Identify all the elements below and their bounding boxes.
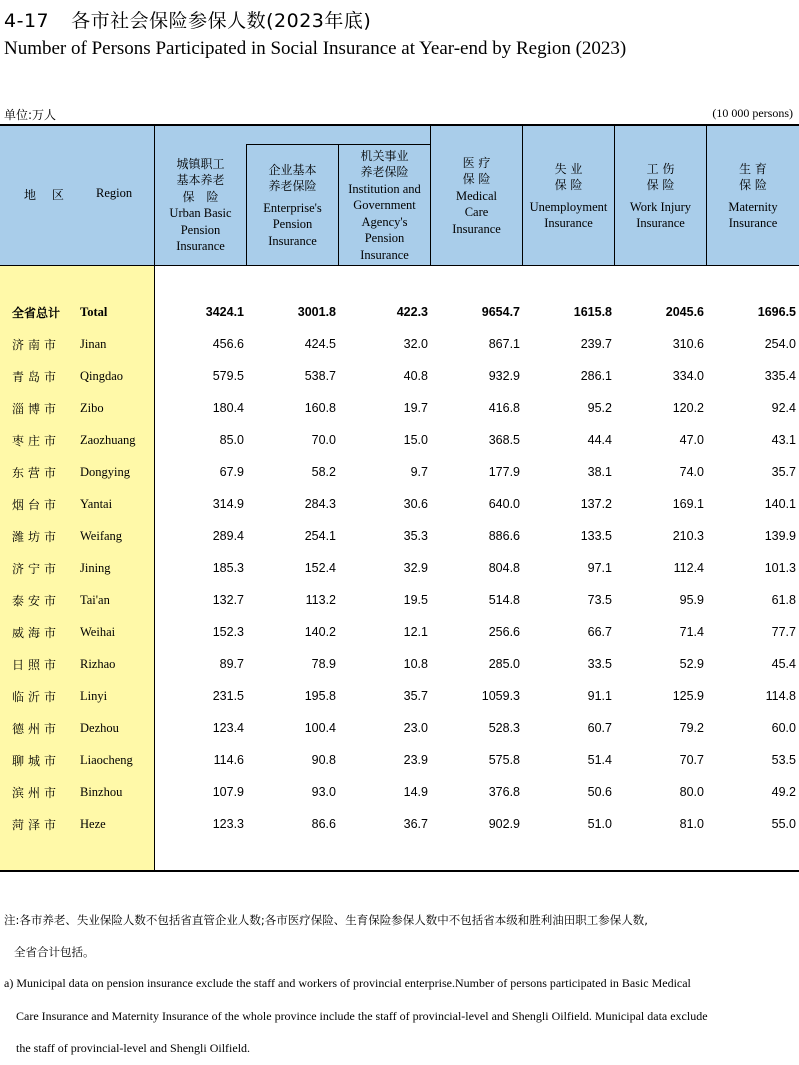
region-name-cn: 潍坊市	[12, 530, 61, 544]
table-cell: 14.9	[403, 785, 428, 799]
table-cell: 53.5	[771, 753, 796, 767]
header-unemployment-cn1: 失 业	[554, 161, 583, 176]
table-row	[0, 488, 799, 520]
table-cell: 254.1	[304, 529, 336, 543]
table-cell: 2045.6	[665, 305, 704, 319]
header-urban-pension	[155, 144, 246, 266]
table-cell: 71.4	[679, 625, 704, 639]
table-cell: 52.9	[679, 657, 704, 671]
header-enterprise-cn2: 养老保险	[268, 179, 317, 194]
region-name-cn: 滨州市	[12, 786, 61, 800]
region-name-en: Linyi	[80, 689, 108, 703]
table-cell: 67.9	[219, 465, 244, 479]
region-name-cn: 聊城市	[12, 754, 61, 768]
table-cell: 40.8	[403, 369, 428, 383]
header-urban-cn3: 保 险	[182, 189, 219, 204]
header-unemployment	[523, 126, 614, 266]
note-en-line1: a) Municipal data on pension insurance exclude the staff and workers of provincial enterprise.Number of persons participated in Basic Medical	[4, 976, 691, 990]
header-urban-cn2: 基本养老	[176, 173, 225, 187]
table-cell: 78.9	[311, 657, 336, 671]
table-cell: 43.1	[771, 433, 796, 447]
table-cell: 239.7	[580, 337, 612, 351]
table-cell: 169.1	[672, 497, 704, 511]
table-cell: 254.0	[764, 337, 796, 351]
region-name-en: Jinan	[80, 337, 107, 351]
region-name-en: Jining	[80, 561, 111, 575]
table-cell: 51.4	[587, 753, 612, 767]
table-cell: 123.3	[212, 817, 244, 831]
table-row	[0, 680, 799, 712]
table-row	[0, 456, 799, 488]
table-number: 4-17	[4, 10, 50, 32]
header-urban-en3: Insurance	[176, 239, 225, 253]
table-cell: 90.8	[311, 753, 336, 767]
table-cell: 210.3	[672, 529, 704, 543]
table-row	[0, 616, 799, 648]
table-cell: 95.9	[679, 593, 704, 607]
table-row	[0, 392, 799, 424]
table-cell: 137.2	[580, 497, 612, 511]
table-bottom-rule	[0, 870, 799, 872]
table-cell: 100.4	[304, 721, 336, 735]
table-cell: 376.8	[488, 785, 520, 799]
table-row	[0, 776, 799, 808]
header-medical-cn1: 医 疗	[462, 155, 491, 170]
note-en-line3: the staff of provincial-level and Shengli Oilfield.	[16, 1041, 251, 1055]
table-cell: 15.0	[403, 433, 428, 447]
region-header-en: Region	[96, 186, 133, 200]
table-cell: 101.3	[764, 561, 796, 575]
header-institution-en2: Government	[353, 198, 416, 213]
table-cell: 368.5	[488, 433, 520, 447]
table-cell: 81.0	[679, 817, 704, 831]
header-work-injury	[615, 126, 706, 266]
table-cell: 177.9	[488, 465, 520, 479]
table-cell: 112.4	[673, 561, 704, 575]
table-cell: 120.2	[672, 401, 704, 415]
table-cell: 285.0	[488, 657, 520, 671]
table-cell: 10.8	[403, 657, 428, 671]
table-cell: 49.2	[771, 785, 796, 799]
header-injury-cn1: 工 伤	[646, 161, 675, 176]
table-cell: 80.0	[679, 785, 704, 799]
header-urban-en2: Pension	[180, 222, 221, 237]
table-cell: 95.2	[587, 401, 612, 415]
region-name-en: Qingdao	[80, 369, 124, 383]
table-cell: 113.2	[305, 593, 336, 607]
table-title-en: Number of Persons Participated in Social Insurance at Year-end by Region (2023)	[4, 38, 627, 59]
table-cell: 1059.3	[481, 689, 520, 703]
region-name-en: Total	[80, 305, 108, 319]
region-name-cn: 日照市	[12, 658, 61, 672]
table-cell: 335.4	[764, 369, 796, 383]
header-injury-cn2: 保 险	[646, 178, 675, 192]
header-enterprise-en1: Enterprise's	[263, 200, 322, 215]
table-cell: 125.9	[672, 689, 704, 703]
table-cell: 289.4	[212, 529, 244, 543]
table-cell: 9.7	[410, 465, 428, 479]
region-name-cn: 临沂市	[12, 690, 61, 704]
table-cell: 334.0	[672, 369, 704, 383]
table-cell: 160.8	[304, 401, 336, 415]
table-cell: 32.9	[403, 561, 428, 575]
table-cell: 19.5	[403, 593, 428, 607]
table-cell: 133.5	[580, 529, 612, 543]
table-row	[0, 744, 799, 776]
table-cell: 35.7	[403, 689, 428, 703]
note-cn-line2: 全省合计包括。	[14, 945, 95, 959]
header-medical-en1: Medical	[456, 188, 497, 203]
table-cell: 70.0	[311, 433, 336, 447]
region-name-en: Heze	[80, 817, 106, 831]
header-maternity-cn2: 保 险	[739, 178, 767, 192]
header-maternity-en2: Insurance	[728, 216, 778, 230]
header-unemployment-en2: Insurance	[544, 216, 593, 230]
table-cell: 310.6	[672, 337, 704, 351]
table-cell: 152.3	[212, 625, 244, 639]
table-cell: 44.4	[587, 433, 612, 447]
table-row	[0, 520, 799, 552]
table-cell: 528.3	[488, 721, 520, 735]
header-institution-cn2: 养老保险	[360, 165, 409, 180]
table-cell: 139.9	[764, 529, 796, 543]
table-cell: 60.0	[771, 721, 796, 735]
table-cell: 231.5	[212, 689, 244, 703]
header-institution-en4: Pension	[364, 231, 405, 246]
table-cell: 35.3	[403, 529, 428, 543]
header-maternity	[707, 126, 799, 266]
region-name-en: Weifang	[80, 529, 123, 543]
table-cell: 36.7	[403, 817, 428, 831]
table-cell: 579.5	[212, 369, 244, 383]
table-title-cn	[4, 6, 371, 33]
region-name-en: Rizhao	[80, 657, 116, 671]
header-unemployment-cn2: 保 险	[554, 178, 583, 192]
table-cell: 114.6	[213, 753, 244, 767]
header-injury-en1: Work Injury	[629, 199, 692, 214]
table-cell: 416.8	[488, 401, 520, 415]
region-name-en: Weihai	[80, 625, 116, 639]
header-urban-en1: Urban Basic	[169, 206, 232, 220]
region-name-en: Zaozhuang	[80, 433, 136, 447]
table-cell: 314.9	[212, 497, 244, 511]
table-cell: 60.7	[587, 721, 612, 735]
table-row	[0, 552, 799, 584]
table-cell: 3001.8	[297, 305, 336, 319]
table-cell: 422.3	[396, 305, 428, 319]
table-cell: 19.7	[403, 401, 428, 415]
table-row	[0, 808, 799, 840]
table-cell: 140.1	[764, 497, 796, 511]
region-name-en: Dongying	[80, 465, 130, 479]
unit-label-cn: 单位:万人	[4, 108, 57, 122]
header-enterprise-pension	[247, 145, 338, 266]
note-cn-line1: 注:各市养老、失业保险人数不包括省直管企业人数;各市医疗保险、生育保险参保人数中不包括省本级和胜利油田职工参保人数,	[4, 913, 648, 927]
table-cell: 23.9	[403, 753, 428, 767]
table-row	[0, 712, 799, 744]
table-cell: 45.4	[771, 657, 796, 671]
header-medical-en3: Insurance	[452, 221, 501, 236]
header-medical	[431, 126, 522, 266]
table-row-total	[0, 296, 799, 328]
table-row	[0, 648, 799, 680]
region-name-cn: 全省总计	[12, 306, 61, 320]
header-institution-en3: Agency's	[361, 214, 408, 229]
header-institution-en5: Insurance	[360, 247, 409, 262]
table-cell: 132.7	[212, 593, 244, 607]
table-cell: 107.9	[212, 785, 244, 799]
table-row	[0, 424, 799, 456]
header-enterprise-en3: Insurance	[268, 233, 317, 248]
table-cell: 185.3	[212, 561, 244, 575]
header-enterprise-en2: Pension	[272, 217, 313, 232]
header-unemployment-en1: Unemployment	[529, 199, 608, 214]
table-cell: 902.9	[488, 817, 520, 831]
header-medical-en2: Care	[464, 205, 489, 220]
table-cell: 70.7	[679, 753, 704, 767]
table-cell: 35.7	[771, 465, 796, 479]
table-cell: 23.0	[403, 721, 428, 735]
header-enterprise-cn1: 企业基本	[268, 162, 317, 177]
table-cell: 195.8	[304, 689, 336, 703]
table-cell: 286.1	[580, 369, 612, 383]
table-cell: 1615.8	[573, 305, 612, 319]
table-cell: 456.6	[212, 337, 244, 351]
table-cell: 538.7	[304, 369, 336, 383]
table-cell: 79.2	[679, 721, 704, 735]
table-cell: 804.8	[488, 561, 520, 575]
table-cell: 85.0	[219, 433, 244, 447]
table-cell: 92.4	[771, 401, 796, 415]
header-medical-cn2: 保 险	[462, 172, 491, 187]
region-name-en: Binzhou	[80, 785, 123, 799]
region-name-en: Liaocheng	[80, 753, 133, 767]
table-cell: 640.0	[488, 497, 520, 511]
table-cell: 32.0	[403, 337, 428, 351]
table-cell: 30.6	[403, 497, 428, 511]
table-cell: 89.7	[219, 657, 244, 671]
header-injury-en2: Insurance	[636, 216, 685, 230]
note-en-line2: Care Insurance and Maternity Insurance of the whole province include the staff of provincial-level and Shengli Oilfield. Municipal data exclude	[16, 1009, 708, 1023]
table-cell: 575.8	[488, 753, 520, 767]
table-cell: 256.6	[488, 625, 520, 639]
table-cell: 932.9	[488, 369, 520, 383]
table-cell: 74.0	[679, 465, 704, 479]
table-cell: 61.8	[771, 593, 796, 607]
table-cell: 50.6	[587, 785, 612, 799]
table-cell: 47.0	[679, 433, 704, 447]
table-cell: 51.0	[587, 817, 612, 831]
region-name-cn: 烟台市	[12, 498, 61, 512]
header-institution-en1: Institution and	[348, 181, 421, 196]
table-cell: 123.4	[212, 721, 244, 735]
region-name-cn: 淄博市	[12, 402, 61, 416]
table-cell: 1696.5	[757, 305, 796, 319]
table-cell: 86.6	[311, 817, 336, 831]
table-cell: 91.1	[587, 689, 612, 703]
table-cell: 514.8	[488, 593, 520, 607]
header-maternity-cn1: 生 育	[739, 161, 767, 176]
region-name-en: Tai'an	[80, 593, 110, 607]
region-name-cn: 济宁市	[12, 562, 61, 576]
region-name-cn: 青岛市	[12, 370, 61, 384]
table-cell: 152.4	[304, 561, 336, 575]
table-cell: 3424.1	[205, 305, 244, 319]
region-name-en: Yantai	[80, 497, 113, 511]
region-name-cn: 菏泽市	[12, 818, 61, 832]
region-name-cn: 东营市	[12, 466, 61, 480]
table-cell: 93.0	[311, 785, 336, 799]
table-cell: 33.5	[587, 657, 612, 671]
region-name-cn: 德州市	[12, 722, 61, 736]
table-cell: 424.5	[304, 337, 336, 351]
header-maternity-en1: Maternity	[728, 199, 778, 214]
table-row	[0, 584, 799, 616]
region-name-cn: 威海市	[12, 626, 61, 640]
table-row	[0, 328, 799, 360]
table-cell: 9654.7	[481, 305, 520, 319]
table-cell: 114.8	[765, 689, 796, 703]
header-institution-pension	[339, 145, 430, 266]
table-cell: 73.5	[587, 593, 612, 607]
region-name-cn: 枣庄市	[12, 434, 61, 448]
table-cell: 180.4	[212, 401, 244, 415]
table-cell: 58.2	[311, 465, 336, 479]
table-cell: 140.2	[304, 625, 336, 639]
region-name-en: Dezhou	[80, 721, 119, 735]
table-row	[0, 360, 799, 392]
table-title-cn-text: 各市社会保险参保人数(2023年底)	[71, 10, 372, 32]
table-cell: 867.1	[488, 337, 520, 351]
insurance-table	[0, 124, 799, 872]
table-cell: 97.1	[587, 561, 612, 575]
table-cell: 886.6	[488, 529, 520, 543]
table-cell: 12.1	[403, 625, 428, 639]
region-name-cn: 济南市	[12, 338, 61, 352]
table-cell: 77.7	[771, 625, 796, 639]
unit-label-en: (10 000 persons)	[712, 106, 793, 120]
table-cell: 284.3	[304, 497, 336, 511]
region-name-en: Zibo	[80, 401, 104, 415]
table-cell: 55.0	[771, 817, 796, 831]
table-cell: 38.1	[587, 465, 612, 479]
header-urban-cn1: 城镇职工	[176, 156, 225, 171]
table-cell: 66.7	[587, 625, 612, 639]
region-name-cn: 泰安市	[12, 594, 61, 608]
region-header-cn: 地 区	[24, 188, 70, 202]
header-institution-cn1: 机关事业	[360, 148, 409, 163]
